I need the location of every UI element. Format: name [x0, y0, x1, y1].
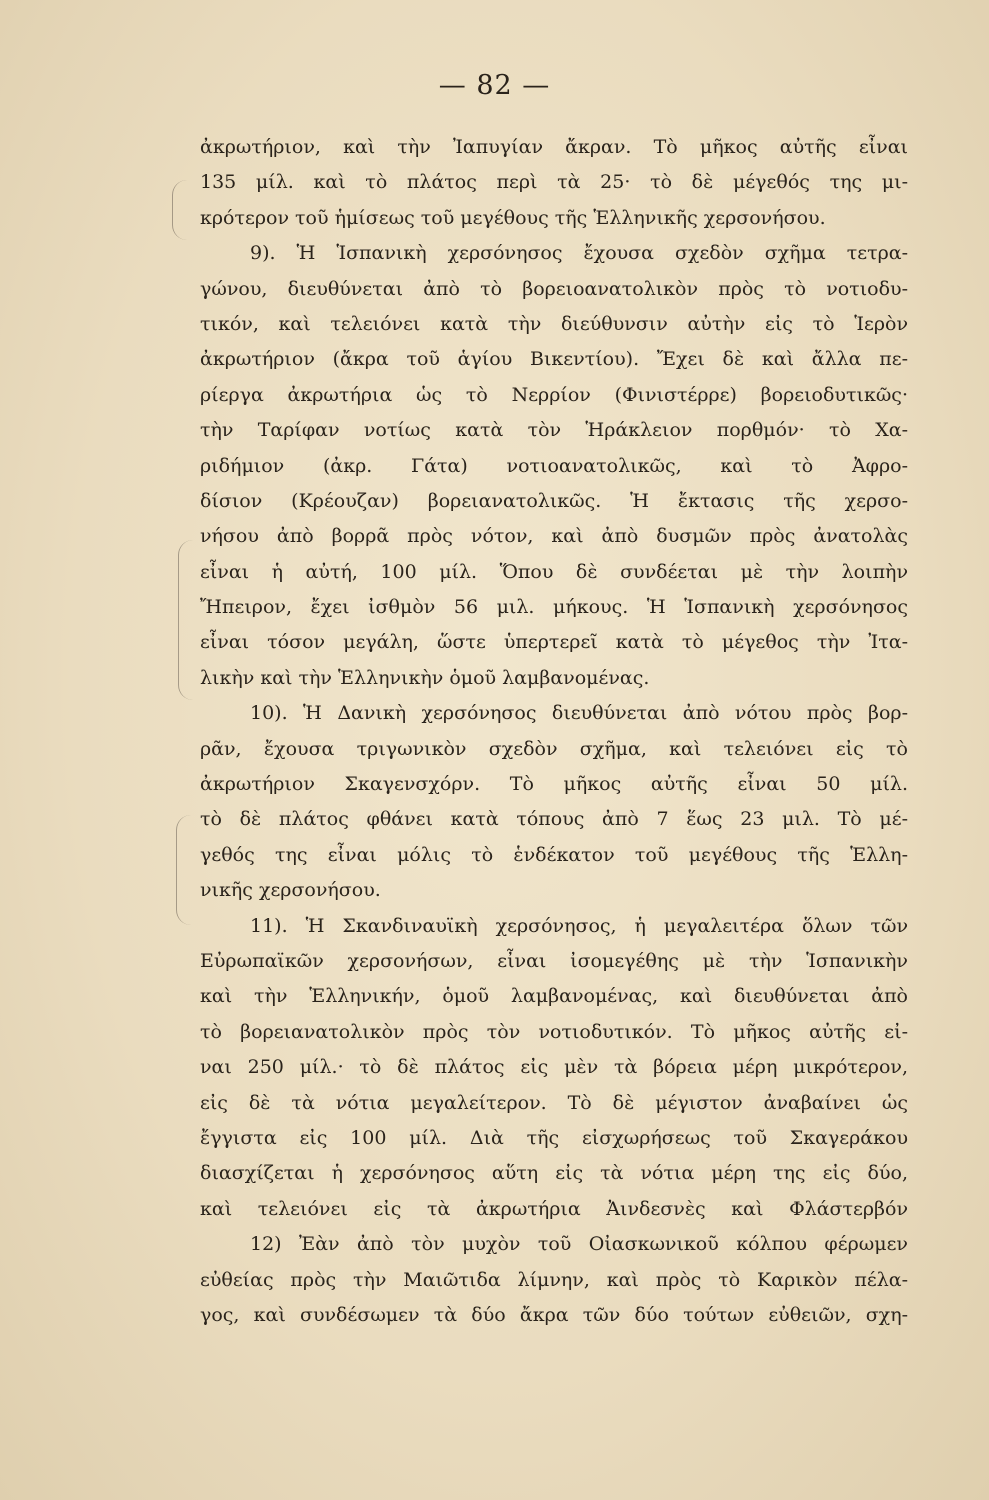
text-line: 9). Ἡ Ἱσπανικὴ χερσόνησος ἔχουσα σχεδὸν σχῆμα τετρα-	[250, 242, 908, 265]
text-line: Ἤπειρον, ἔχει ἰσθμὸν 56 μιλ. μήκους. Ἡ Ἱσπανικὴ χερσόνησος	[200, 596, 908, 619]
text-line: εὐθείας πρὸς τὴν Μαιῶτιδα λίμνην, καὶ πρὸς τὸ Καρικὸν πέλα-	[200, 1268, 908, 1291]
text-line: λικὴν καὶ τὴν Ἑλληνικὴν ὁμοῦ λαμβανομένας.	[200, 666, 650, 689]
text-line: καὶ τὴν Ἑλληνικήν, ὁμοῦ λαμβανομένας, καὶ διευθύνεται ἀπὸ	[200, 985, 908, 1008]
text-line: γος, καὶ συνδέσωμεν τὰ δύο ἄκρα τῶν δύο τούτων εὐθειῶν, σχη-	[200, 1303, 908, 1326]
text-line: τικόν, καὶ τελειόνει κατὰ τὴν διεύθυνσιν αὐτὴν εἰς τὸ Ἱερὸν	[200, 312, 908, 335]
body-text	[200, 130, 908, 1333]
text-line: γεθός της εἶναι μόλις τὸ ἑνδέκατον τοῦ μεγέθους τῆς Ἑλλη-	[200, 843, 908, 866]
text-line: ρίεργα ἀκρωτήρια ὡς τὸ Νερρίον (Φινιστέρρε) βορειοδυτικῶς·	[200, 383, 908, 406]
text-line: γώνου, διευθύνεται ἀπὸ τὸ βορειοανατολικὸν πρὸς τὸ νοτιοδυ-	[200, 277, 908, 300]
text-line: τὴν Ταρίφαν νοτίως κατὰ τὸν Ἡράκλειον πορθμόν· τὸ Χα-	[200, 419, 908, 442]
text-line: ἀκρωτήριον, καὶ τὴν Ἰαπυγίαν ἄκραν. Τὸ μῆκος αὐτῆς εἶναι	[200, 136, 908, 158]
text-line: κρότερον τοῦ ἡμίσεως τοῦ μεγέθους τῆς Ἑλληνικῆς χερσονήσου.	[200, 206, 826, 229]
text-line: ἀκρωτήριον Σκαγενσχόρν. Τὸ μῆκος αὐτῆς εἶναι 50 μίλ.	[200, 773, 908, 796]
text-line: ἔγγιστα εἰς 100 μίλ. Διὰ τῆς εἰσχωρήσεως τοῦ Σκαγεράκου	[200, 1126, 908, 1149]
margin-pencil-mark	[178, 540, 193, 700]
text-line: 11). Ἡ Σκανδιναυϊκὴ χερσόνησος, ἡ μεγαλειτέρα ὅλων τῶν	[250, 914, 908, 937]
text-line: 135 μίλ. καὶ τὸ πλάτος περὶ τὰ 25· τὸ δὲ μέγεθός της μι-	[200, 171, 908, 194]
text-line: εἶναι τόσον μεγάλη, ὥστε ὑπερτερεῖ κατὰ τὸ μέγεθος τὴν Ἰτα-	[200, 631, 908, 654]
text-line: διασχίζεται ἡ χερσόνησος αὕτη εἰς τὰ νότια μέρη της εἰς δύο,	[200, 1162, 908, 1185]
text-line: νικῆς χερσονήσου.	[200, 879, 381, 902]
text-line: ριδήμιον (ἀκρ. Γάτα) νοτιοανατολικῶς, καὶ τὸ Ἀφρο-	[200, 454, 908, 477]
margin-pencil-mark	[176, 815, 191, 925]
text-line: ἀκρωτήριον (ἄκρα τοῦ ἁγίου Βικεντίου). Ἔχει δὲ καὶ ἄλλα πε-	[200, 348, 908, 371]
text-line: ρᾶν, ἔχουσα τριγωνικὸν σχεδὸν σχῆμα, καὶ τελειόνει εἰς τὸ	[200, 737, 908, 760]
text-line: τὸ δὲ πλάτος φθάνει κατὰ τόπους ἀπὸ 7 ἕως 23 μιλ. Τὸ μέ-	[200, 808, 908, 831]
text-line: Εὐρωπαϊκῶν χερσονήσων, εἶναι ἰσομεγέθης μὲ τὴν Ἱσπανικὴν	[200, 949, 908, 972]
text-line: ναι 250 μίλ.· τὸ δὲ πλάτος εἰς μὲν τὰ βόρεια μέρη μικρότερον,	[200, 1056, 908, 1079]
text-line: δίσιον (Κρέουζαν) βορειανατολικῶς. Ἡ ἔκτασις τῆς χερσο-	[200, 489, 908, 512]
text-line: τὸ βορειανατολικὸν πρὸς τὸν νοτιοδυτικόν. Τὸ μῆκος αὐτῆς εἰ-	[200, 1020, 908, 1043]
text-line: 10). Ἡ Δανικὴ χερσόνησος διευθύνεται ἀπὸ νότου πρὸς βορ-	[250, 702, 908, 725]
margin-pencil-mark	[172, 180, 187, 240]
text-line: 12) Ἐὰν ἀπὸ τὸν μυχὸν τοῦ Οἰασκωνικοῦ κόλπου φέρωμεν	[250, 1233, 908, 1256]
text-line: καὶ τελειόνει εἰς τὰ ἀκρωτήρια Ἀινδεσνὲς καὶ Φλάστερβόν	[200, 1197, 908, 1220]
text-line: εἶναι ἡ αὐτή, 100 μίλ. Ὅπου δὲ συνδέεται μὲ τὴν λοιπὴν	[200, 560, 908, 583]
page-number: — 82 —	[438, 70, 551, 101]
text-line: εἰς δὲ τὰ νότια μεγαλείτερον. Τὸ δὲ μέγιστον ἀναβαίνει ὡς	[200, 1091, 908, 1114]
text-line: νήσου ἀπὸ βορρᾶ πρὸς νότον, καὶ ἀπὸ δυσμῶν πρὸς ἀνατολὰς	[200, 525, 908, 548]
